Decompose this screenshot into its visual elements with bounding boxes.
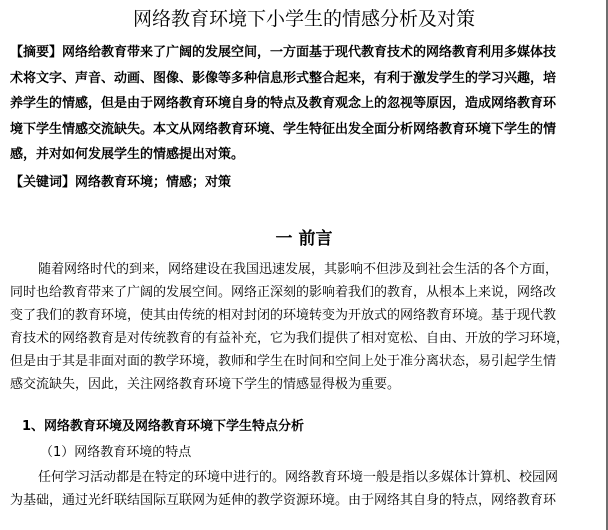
paragraph-line: 任何学习活动都是在特定的环境中进行的。网络教育环境一般是指以多媒体计算机、校园网 [38,470,559,485]
abstract-line: 术将文字、声音、动画、图像、影像等多种信息形式整合起来，有利于激发学生的学习兴趣，培 [10,70,557,86]
subheading-1: 1、网络教育环境及网络教育环境下学生特点分析 [22,419,305,434]
paragraph-line: 感交流缺失，因此，关注网络教育环境下学生的情感显得极为重要。 [10,377,401,392]
paragraph-line: 但是由于其是非面对面的教学环境，教师和学生在时间和空间上处于准分离状态，易引起学生情 [10,354,557,369]
paragraph-line: 同时也给教育带来了广阔的发展空间。网络正深刻的影响着我们的教育，从根本上来说，网络改 [10,285,557,300]
abstract-line: 感，并对如何发展学生的情感提出对策。 [10,147,245,162]
paragraph-intro [10,258,605,396]
paragraph-line: 为基础，通过光纤联结国际互联网为延伸的教学资源环境。由于网络其自身的特点，网络教育环 [10,493,557,508]
document-title: 网络教育环境下小学生的情感分析及对策 [132,8,475,30]
paragraph-line: 育技术的网络教育是对传统教育的有益补充，它为我们提供了相对宽松、自由、开放的学习环境， [10,331,570,346]
abstract-line: 养学生的情感，但是由于网络教育环境自身的特点及教育观念上的忽视等原因，造成网络教育环 [10,96,557,111]
paragraph-environment [10,466,605,512]
abstract-line: 境下学生情感交流缺失。本文从网络教育环境、学生特征出发全面分析网络教育环境下学生的情 [10,121,557,137]
keywords: 【关键词】网络教育环境；情感；对策 [10,175,232,190]
abstract-line: 【摘要】网络给教育带来了广阔的发展空间，一方面基于现代教育技术的网络教育利用多媒体技 [10,45,557,60]
section-heading: 一 前言 [275,229,333,249]
paragraph-line: 变了我们的教育环境，使其由传统的相对封闭的环境转变为开放式的网络教育环境。基于现代教 [10,308,557,323]
abstract [10,40,600,168]
subheading-1-1: （1）网络教育环境的特点 [40,445,192,460]
paragraph-line: 随着网络时代的到来，网络建设在我国迅速发展，其影响不但涉及到社会生活的各个方面， [38,262,559,277]
